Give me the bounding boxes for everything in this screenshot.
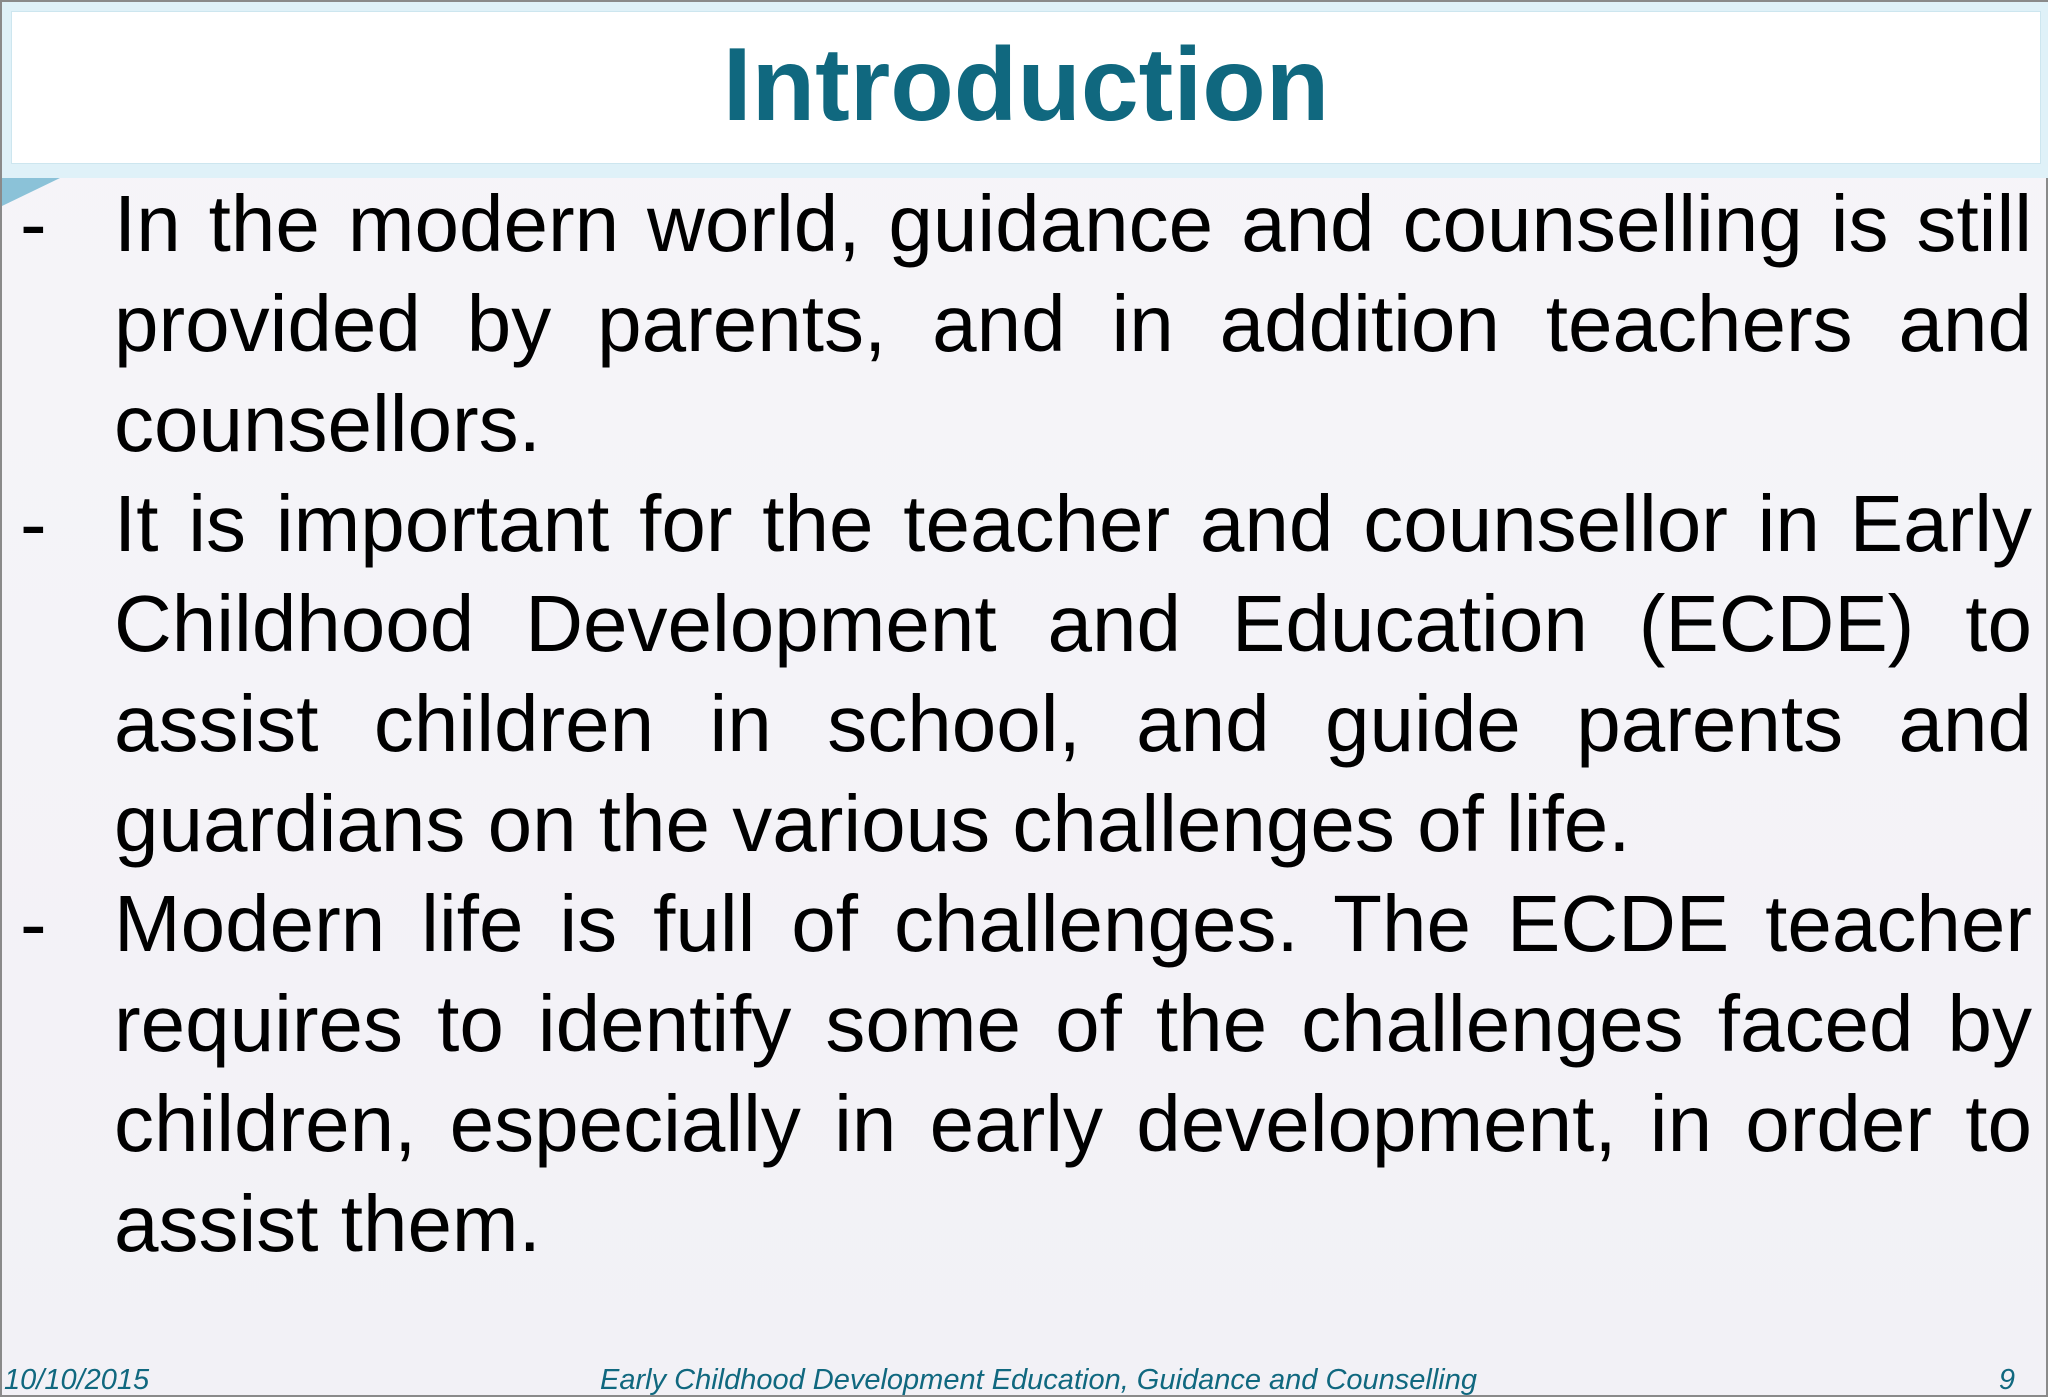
bullet-item bbox=[2, 174, 2032, 474]
bullet-item bbox=[2, 874, 2032, 1274]
bullet-text: In the modern world, guidance and counselling is still provided by parents, and in addition teachers and counsellors. bbox=[114, 179, 2032, 468]
footer-course-title: Early Childhood Development Education, Guidance and Counselling bbox=[600, 1364, 1477, 1396]
footer-date: 10/10/2015 bbox=[4, 1364, 150, 1396]
title-bar bbox=[2, 2, 2048, 178]
bullet-marker: - bbox=[20, 879, 47, 968]
bullet-item bbox=[2, 474, 2032, 874]
footer-page-number: 9 bbox=[1998, 1364, 2015, 1396]
bullet-marker: - bbox=[20, 479, 47, 568]
bullet-text: It is important for the teacher and counsellor in Early Childhood Development and Education (ECDE) to assist children in school, and guide parents and guardians on the various challenges of life. bbox=[114, 479, 2032, 868]
slide-footer bbox=[2, 1364, 2048, 1394]
bullet-marker: - bbox=[20, 179, 47, 268]
bullet-text: Modern life is full of challenges. The ECDE teacher requires to identify some of the challenges faced by children, especially in early development, in order to assist them. bbox=[114, 879, 2032, 1268]
title-box bbox=[11, 11, 2041, 164]
bullet-list bbox=[2, 174, 2032, 1274]
slide-title: Introduction bbox=[722, 26, 1330, 143]
